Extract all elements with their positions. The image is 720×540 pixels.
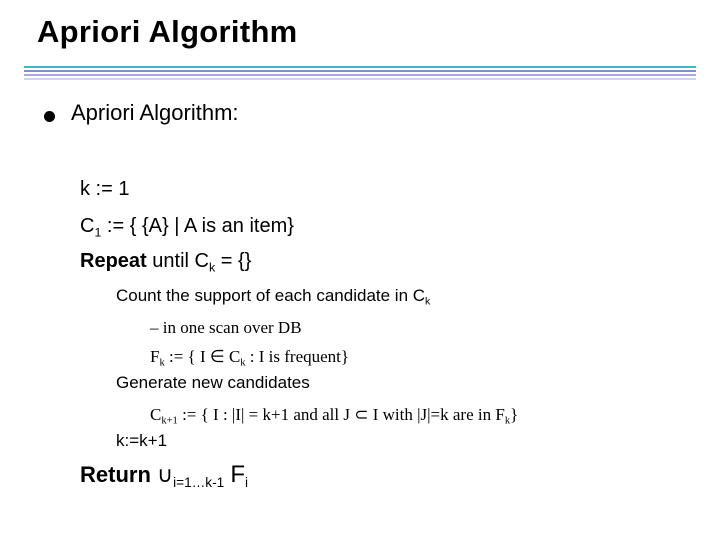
repeat-subscript: k [208, 260, 216, 275]
k-inc-text: k:=k+1 [116, 431, 168, 450]
c1-subscript: 1 [94, 225, 102, 240]
title-rule-4 [24, 78, 696, 80]
fi-symbol: F [230, 461, 246, 488]
line-fk [150, 347, 349, 367]
c1-symbol: C [80, 215, 95, 237]
ck1-definition: := { I : |I| = k+1 and all J [177, 405, 355, 424]
union-subscript: i=1…k-1 [173, 474, 225, 490]
line-repeat [80, 250, 251, 273]
fk-symbol: F [150, 347, 160, 366]
line-return [80, 461, 248, 489]
repeat-condition: = {} [215, 250, 252, 272]
ck1-symbol: C [150, 405, 162, 424]
fk-condition: : I is frequent} [245, 347, 350, 366]
count-support-text: Count the support of each candidate in C [116, 286, 426, 305]
element-of-symbol: ∈ [209, 347, 225, 366]
fk-subscript: k [159, 357, 165, 369]
line-count-support [116, 286, 430, 306]
fk-ck-symbol: C [224, 347, 241, 366]
ck1-fk-subscript: k [504, 415, 511, 427]
ck1-close: } [510, 405, 519, 424]
line-c1 [80, 215, 294, 238]
fi-subscript: i [245, 474, 249, 490]
line-ck1 [150, 405, 518, 425]
fk-ck-subscript: k [240, 357, 246, 369]
ck1-subscript: k+1 [161, 415, 178, 427]
repeat-keyword: Repeat [80, 250, 147, 272]
subset-symbol: ⊂ [354, 405, 369, 424]
fk-assign: := { I [164, 347, 210, 366]
k-init-text: k := 1 [80, 178, 130, 200]
c1-definition: := { {A} | A is an item} [101, 215, 294, 237]
bullet-heading: Apriori Algorithm: [71, 100, 239, 125]
title-rule-2 [24, 70, 696, 72]
line-generate [116, 373, 310, 393]
scan-text: in one scan over DB [158, 318, 302, 337]
line-k-inc [116, 431, 167, 451]
repeat-until-text: until C [146, 250, 209, 272]
return-keyword: Return [80, 462, 151, 487]
generate-text: Generate new candidates [116, 373, 310, 392]
line-k-init [80, 178, 129, 201]
dash-marker: – [150, 318, 159, 337]
line-scan [150, 318, 302, 338]
count-subscript: k [425, 295, 431, 308]
title-rule-3 [24, 74, 696, 76]
ck1-definition-rest: I with |J|=k are in F [368, 405, 505, 424]
union-symbol: ∪ [157, 462, 174, 487]
bullet-dot [44, 111, 55, 122]
title-rule-1 [24, 66, 696, 68]
slide-title: Apriori Algorithm [37, 14, 298, 49]
